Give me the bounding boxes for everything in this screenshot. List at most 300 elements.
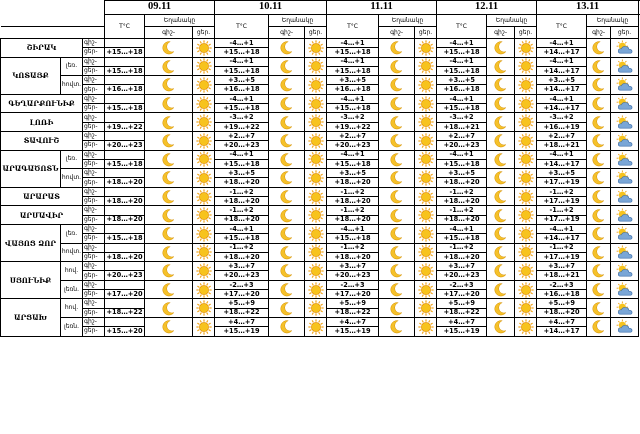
temp-range: -1…+2 — [437, 187, 487, 196]
temp-range: +17…+20 — [106, 289, 143, 298]
temp-range: +18…+20 — [437, 215, 487, 224]
temp-range: +3…+7 — [215, 262, 269, 271]
moon-icon — [587, 113, 611, 132]
temp-range — [105, 317, 145, 326]
temp-header: T°C — [537, 15, 587, 39]
temp-range: -1…+2 — [327, 206, 379, 215]
temp-range: -1…+2 — [537, 206, 587, 215]
temp-range: +17…+20 — [437, 290, 487, 299]
moon-icon — [269, 131, 305, 150]
temp-range: -4…+1 — [437, 57, 487, 66]
sun-icon — [415, 243, 437, 262]
moon-icon — [269, 243, 305, 262]
temp-header: T°C — [215, 15, 269, 39]
moon-icon — [379, 57, 415, 76]
moon-icon — [379, 94, 415, 113]
temp-range: +17…+20 — [215, 290, 269, 299]
region-name: ԱՐՄԱՎԻՐ — [1, 206, 83, 225]
moon-icon — [269, 94, 305, 113]
temp-range: +20…+23 — [327, 271, 379, 280]
temp-range: -1…+2 — [437, 243, 487, 252]
sun-icon — [193, 39, 215, 58]
moon-icon — [587, 280, 611, 299]
sun-icon — [515, 299, 537, 318]
partly-cloudy-icon — [611, 299, 639, 318]
sun-icon — [193, 206, 215, 225]
temp-range: +5…+9 — [215, 299, 269, 308]
temp-range: +15…+18 — [327, 159, 379, 168]
temp-range: +15…+18 — [106, 48, 143, 57]
sun-icon — [415, 206, 437, 225]
sun-icon — [415, 224, 437, 243]
temp-range: -3…+2 — [215, 113, 269, 122]
sun-icon — [305, 113, 327, 132]
time-label: գիշ- — [83, 169, 105, 178]
region-name: ԿՈՏԱՅՔ — [1, 57, 61, 94]
time-label: ցեր- — [83, 66, 105, 75]
temp-range: +14…+17 — [537, 327, 587, 336]
moon-icon — [379, 224, 415, 243]
sun-icon — [193, 57, 215, 76]
moon-icon — [487, 150, 515, 169]
moon-icon — [587, 262, 611, 281]
moon-icon — [587, 206, 611, 225]
night-subheader: գիշ- — [145, 27, 193, 39]
temp-range: -4…+1 — [327, 39, 379, 48]
temp-range: +20…+23 — [215, 271, 269, 280]
moon-icon — [145, 39, 193, 58]
sun-icon — [305, 317, 327, 336]
partly-cloudy-icon — [611, 150, 639, 169]
temp-range: +20…+23 — [215, 141, 269, 150]
day-subheader: ցեր. — [611, 27, 639, 39]
temp-range: +16…+18 — [537, 290, 587, 299]
time-label: գիշ- — [83, 150, 105, 159]
temp-range — [105, 94, 145, 103]
moon-icon — [379, 187, 415, 206]
temp-range: -2…+3 — [327, 280, 379, 289]
moon-icon — [487, 76, 515, 95]
temp-range — [105, 169, 145, 178]
moon-icon — [587, 169, 611, 188]
weather-header: Եղանակը — [145, 15, 215, 27]
sun-icon — [305, 76, 327, 95]
temp-header: T°C — [105, 15, 145, 39]
moon-icon — [379, 243, 415, 262]
moon-icon — [145, 299, 193, 318]
moon-icon — [269, 299, 305, 318]
zone-label: լեռ. — [61, 150, 83, 169]
time-label: գիշ- — [83, 131, 105, 140]
temp-range: +16…+18 — [437, 85, 487, 94]
sun-icon — [193, 94, 215, 113]
temp-range: +15…+18 — [327, 48, 379, 57]
temp-range: +15…+19 — [215, 327, 269, 336]
moon-icon — [587, 57, 611, 76]
sun-icon — [305, 243, 327, 262]
moon-icon — [487, 224, 515, 243]
sun-icon — [515, 39, 537, 58]
temp-range: +4…+7 — [327, 317, 379, 326]
sun-icon — [305, 150, 327, 169]
temp-range: -4…+1 — [537, 39, 587, 48]
temp-range: +4…+7 — [215, 317, 269, 326]
temp-range — [105, 187, 145, 196]
moon-icon — [145, 169, 193, 188]
sun-icon — [415, 131, 437, 150]
sun-icon — [305, 262, 327, 281]
partly-cloudy-icon — [611, 280, 639, 299]
time-label: ցեր- — [83, 197, 105, 206]
partly-cloudy-icon — [611, 113, 639, 132]
temp-range: +3…+5 — [327, 76, 379, 85]
partly-cloudy-icon — [611, 39, 639, 58]
moon-icon — [587, 39, 611, 58]
temp-range: +18…+20 — [106, 178, 143, 187]
temp-range: -1…+2 — [327, 187, 379, 196]
temp-range: -4…+1 — [215, 150, 269, 159]
temp-range: +18…+20 — [537, 308, 587, 317]
temp-range: +18…+20 — [327, 178, 379, 187]
temp-range: +15…+18 — [437, 104, 487, 113]
temp-range: -4…+1 — [327, 150, 379, 159]
sun-icon — [415, 299, 437, 318]
moon-icon — [487, 317, 515, 336]
sun-icon — [515, 317, 537, 336]
time-label: գիշ- — [83, 317, 105, 326]
moon-icon — [145, 94, 193, 113]
partly-cloudy-icon — [611, 317, 639, 336]
partly-cloudy-icon — [611, 169, 639, 188]
temp-range — [105, 280, 145, 289]
sun-icon — [305, 131, 327, 150]
temp-range: +16…+18 — [327, 85, 379, 94]
temp-range: +20…+23 — [106, 271, 143, 280]
temp-range: +2…+7 — [327, 131, 379, 140]
moon-icon — [379, 76, 415, 95]
temp-range: -4…+1 — [537, 94, 587, 103]
partly-cloudy-icon — [611, 57, 639, 76]
zone-label: հովտ. — [61, 169, 83, 188]
temp-range: +3…+5 — [327, 169, 379, 178]
time-label: ցեր- — [83, 308, 105, 317]
sun-icon — [515, 113, 537, 132]
moon-icon — [269, 113, 305, 132]
region-name: ԱՐԱԳԱԾՈՏՆ — [1, 150, 61, 187]
region-name: ՇԻՐԱԿ — [1, 39, 83, 58]
temp-range: +20…+23 — [437, 271, 487, 280]
temp-range: -1…+2 — [327, 243, 379, 252]
temp-range: +3…+7 — [537, 262, 587, 271]
moon-icon — [269, 39, 305, 58]
sun-icon — [415, 150, 437, 169]
sun-icon — [305, 299, 327, 318]
temp-header: T°C — [327, 15, 379, 39]
time-label: ցեր- — [83, 234, 105, 243]
sun-icon — [305, 57, 327, 76]
temp-range: +14…+17 — [537, 85, 587, 94]
partly-cloudy-icon — [611, 131, 639, 150]
temp-range: +18…+22 — [215, 308, 269, 317]
temp-range: +15…+18 — [215, 234, 269, 243]
region-name: ՎԱՅՈՑ ՁՈՐ — [1, 224, 61, 261]
temp-range: +18…+20 — [106, 252, 143, 261]
time-label: ցեր- — [83, 122, 105, 131]
region-name: ԱՐՑԱԽ — [1, 299, 61, 336]
temp-range: -4…+1 — [327, 224, 379, 233]
sun-icon — [305, 206, 327, 225]
moon-icon — [269, 224, 305, 243]
time-label: գիշ- — [83, 206, 105, 215]
moon-icon — [269, 317, 305, 336]
temp-range: +15…+18 — [106, 234, 143, 243]
temp-range: -1…+2 — [537, 243, 587, 252]
temp-range: +18…+22 — [327, 308, 379, 317]
moon-icon — [145, 243, 193, 262]
moon-icon — [487, 57, 515, 76]
moon-icon — [145, 57, 193, 76]
sun-icon — [415, 94, 437, 113]
moon-icon — [145, 206, 193, 225]
temp-range: -3…+2 — [327, 113, 379, 122]
temp-range: +5…+9 — [537, 299, 587, 308]
temp-range: +18…+20 — [106, 215, 143, 224]
temp-range — [105, 76, 145, 85]
temp-range: +15…+18 — [327, 234, 379, 243]
temp-range: +18…+22 — [106, 308, 143, 317]
temp-range: +18…+21 — [437, 122, 487, 131]
temp-range: -3…+2 — [537, 113, 587, 122]
sun-icon — [193, 76, 215, 95]
time-label: ցեր- — [83, 85, 105, 94]
temp-range: +15…+18 — [327, 66, 379, 75]
moon-icon — [269, 76, 305, 95]
sun-icon — [515, 57, 537, 76]
time-label: ցեր- — [83, 290, 105, 299]
temp-range: -4…+1 — [437, 150, 487, 159]
temp-range: +15…+18 — [215, 159, 269, 168]
moon-icon — [269, 57, 305, 76]
sun-icon — [193, 317, 215, 336]
temp-range: +3…+5 — [215, 169, 269, 178]
date-header: 10.11 — [215, 1, 327, 15]
temp-range: +15…+18 — [106, 159, 143, 168]
temp-range: +3…+5 — [537, 169, 587, 178]
moon-icon — [587, 224, 611, 243]
zone-label: հով. — [61, 299, 83, 318]
sun-icon — [515, 76, 537, 95]
sun-icon — [305, 280, 327, 299]
day-subheader: ցեր. — [305, 27, 327, 39]
moon-icon — [487, 113, 515, 132]
temp-range: +15…+18 — [106, 103, 143, 112]
sun-icon — [515, 280, 537, 299]
temp-range: +15…+18 — [106, 66, 143, 75]
corner-cell — [1, 1, 105, 27]
temp-range: +3…+7 — [327, 262, 379, 271]
region-name: ԼՈՌԻ — [1, 113, 83, 132]
weather-header: Եղանակը — [587, 15, 639, 27]
time-label: գիշ- — [83, 76, 105, 85]
partly-cloudy-icon — [611, 94, 639, 113]
temp-range: +14…+17 — [537, 104, 587, 113]
moon-icon — [379, 39, 415, 58]
time-label: ցեր- — [83, 104, 105, 113]
sun-icon — [415, 39, 437, 58]
temp-range: -4…+1 — [327, 57, 379, 66]
time-label: գիշ- — [83, 280, 105, 289]
moon-icon — [145, 150, 193, 169]
sun-icon — [415, 317, 437, 336]
moon-icon — [487, 131, 515, 150]
temp-range: +17…+19 — [537, 215, 587, 224]
temp-range: +18…+20 — [327, 197, 379, 206]
temp-range: -4…+1 — [437, 39, 487, 48]
moon-icon — [145, 280, 193, 299]
temp-range: +19…+22 — [106, 122, 143, 131]
temp-range: +16…+18 — [106, 85, 143, 94]
temp-header: T°C — [437, 15, 487, 39]
temp-range: +18…+20 — [327, 252, 379, 261]
temp-range: +2…+7 — [215, 131, 269, 140]
sun-icon — [193, 150, 215, 169]
date-header: 11.11 — [327, 1, 437, 15]
temp-range: -4…+1 — [437, 94, 487, 103]
moon-icon — [145, 187, 193, 206]
temp-range: +15…+18 — [437, 66, 487, 75]
temp-range: +20…+23 — [106, 141, 143, 150]
region-name: ԳԵՂԱՐՔՈՒՆԻՔ — [1, 94, 83, 113]
sun-icon — [305, 187, 327, 206]
temp-range — [105, 224, 145, 233]
night-subheader: գիշ- — [269, 27, 305, 39]
weather-header: Եղանակը — [487, 15, 537, 27]
sun-icon — [515, 262, 537, 281]
sun-icon — [415, 169, 437, 188]
sun-icon — [515, 243, 537, 262]
temp-range: +19…+22 — [215, 122, 269, 131]
moon-icon — [379, 150, 415, 169]
time-label: գիշ- — [83, 299, 105, 308]
moon-icon — [487, 169, 515, 188]
temp-range — [105, 113, 145, 122]
zone-label: լեռն. — [61, 317, 83, 336]
weather-header: Եղանակը — [269, 15, 327, 27]
temp-range: +18…+20 — [106, 196, 143, 205]
time-label: ցեր- — [83, 178, 105, 187]
temp-range: -4…+1 — [537, 57, 587, 66]
moon-icon — [487, 94, 515, 113]
time-label: գիշ- — [83, 113, 105, 122]
temp-range: +15…+18 — [437, 234, 487, 243]
temp-range: -1…+2 — [215, 187, 269, 196]
sun-icon — [515, 169, 537, 188]
temp-range: +15…+18 — [215, 104, 269, 113]
temp-range: -1…+2 — [437, 206, 487, 215]
time-label: գիշ- — [83, 262, 105, 271]
partly-cloudy-icon — [611, 187, 639, 206]
date-header: 13.11 — [537, 1, 639, 15]
temp-range: -4…+1 — [327, 94, 379, 103]
time-label: ցեր- — [83, 327, 105, 336]
moon-icon — [587, 317, 611, 336]
moon-icon — [587, 76, 611, 95]
day-subheader: ցեր. — [415, 27, 437, 39]
temp-range: +18…+20 — [437, 178, 487, 187]
moon-icon — [587, 150, 611, 169]
temp-range: +14…+17 — [537, 66, 587, 75]
temp-range: +17…+20 — [327, 290, 379, 299]
moon-icon — [379, 262, 415, 281]
moon-icon — [145, 76, 193, 95]
temp-range: +20…+23 — [437, 141, 487, 150]
moon-icon — [145, 317, 193, 336]
region-name: ՏԱՎՈՒՇ — [1, 131, 83, 150]
temp-range: +17…+19 — [537, 178, 587, 187]
temp-range: +3…+5 — [437, 76, 487, 85]
time-label: ցեր- — [83, 252, 105, 261]
temp-range: -1…+2 — [537, 187, 587, 196]
partly-cloudy-icon — [611, 224, 639, 243]
moon-icon — [487, 39, 515, 58]
moon-icon — [145, 131, 193, 150]
region-name: ԱՐԱՐԱՏ — [1, 187, 83, 206]
moon-icon — [587, 299, 611, 318]
sun-icon — [415, 262, 437, 281]
sun-icon — [415, 280, 437, 299]
moon-icon — [145, 224, 193, 243]
temp-range: -2…+3 — [215, 280, 269, 289]
weather-header: Եղանակը — [379, 15, 437, 27]
temp-range: +3…+5 — [215, 76, 269, 85]
temp-range: +15…+18 — [327, 104, 379, 113]
moon-icon — [487, 206, 515, 225]
temp-range: +4…+7 — [537, 317, 587, 326]
temp-range: +15…+18 — [215, 48, 269, 57]
night-subheader: գիշ- — [487, 27, 515, 39]
day-subheader: ցեր. — [193, 27, 215, 39]
sun-icon — [305, 169, 327, 188]
temp-range: -4…+1 — [537, 224, 587, 233]
temp-range: -4…+1 — [215, 94, 269, 103]
moon-icon — [145, 262, 193, 281]
partly-cloudy-icon — [611, 76, 639, 95]
temp-range: +18…+21 — [537, 271, 587, 280]
temp-range — [105, 39, 145, 48]
sun-icon — [193, 113, 215, 132]
temp-range: +18…+20 — [215, 197, 269, 206]
moon-icon — [269, 169, 305, 188]
time-label: ցեր- — [83, 48, 105, 57]
moon-icon — [587, 131, 611, 150]
temp-range: +18…+20 — [437, 197, 487, 206]
sun-icon — [515, 131, 537, 150]
temp-range — [105, 131, 145, 140]
temp-range: +3…+5 — [537, 76, 587, 85]
date-header: 09.11 — [105, 1, 215, 15]
sun-icon — [515, 94, 537, 113]
temp-range: +18…+21 — [537, 141, 587, 150]
temp-range: +18…+20 — [215, 252, 269, 261]
night-subheader: գիշ- — [587, 27, 611, 39]
temp-range: +4…+7 — [437, 317, 487, 326]
temp-range: -1…+2 — [215, 206, 269, 215]
moon-icon — [269, 206, 305, 225]
temp-range: +20…+23 — [327, 141, 379, 150]
time-label: ցեր- — [83, 215, 105, 224]
sun-icon — [415, 187, 437, 206]
temp-range: +16…+18 — [215, 85, 269, 94]
